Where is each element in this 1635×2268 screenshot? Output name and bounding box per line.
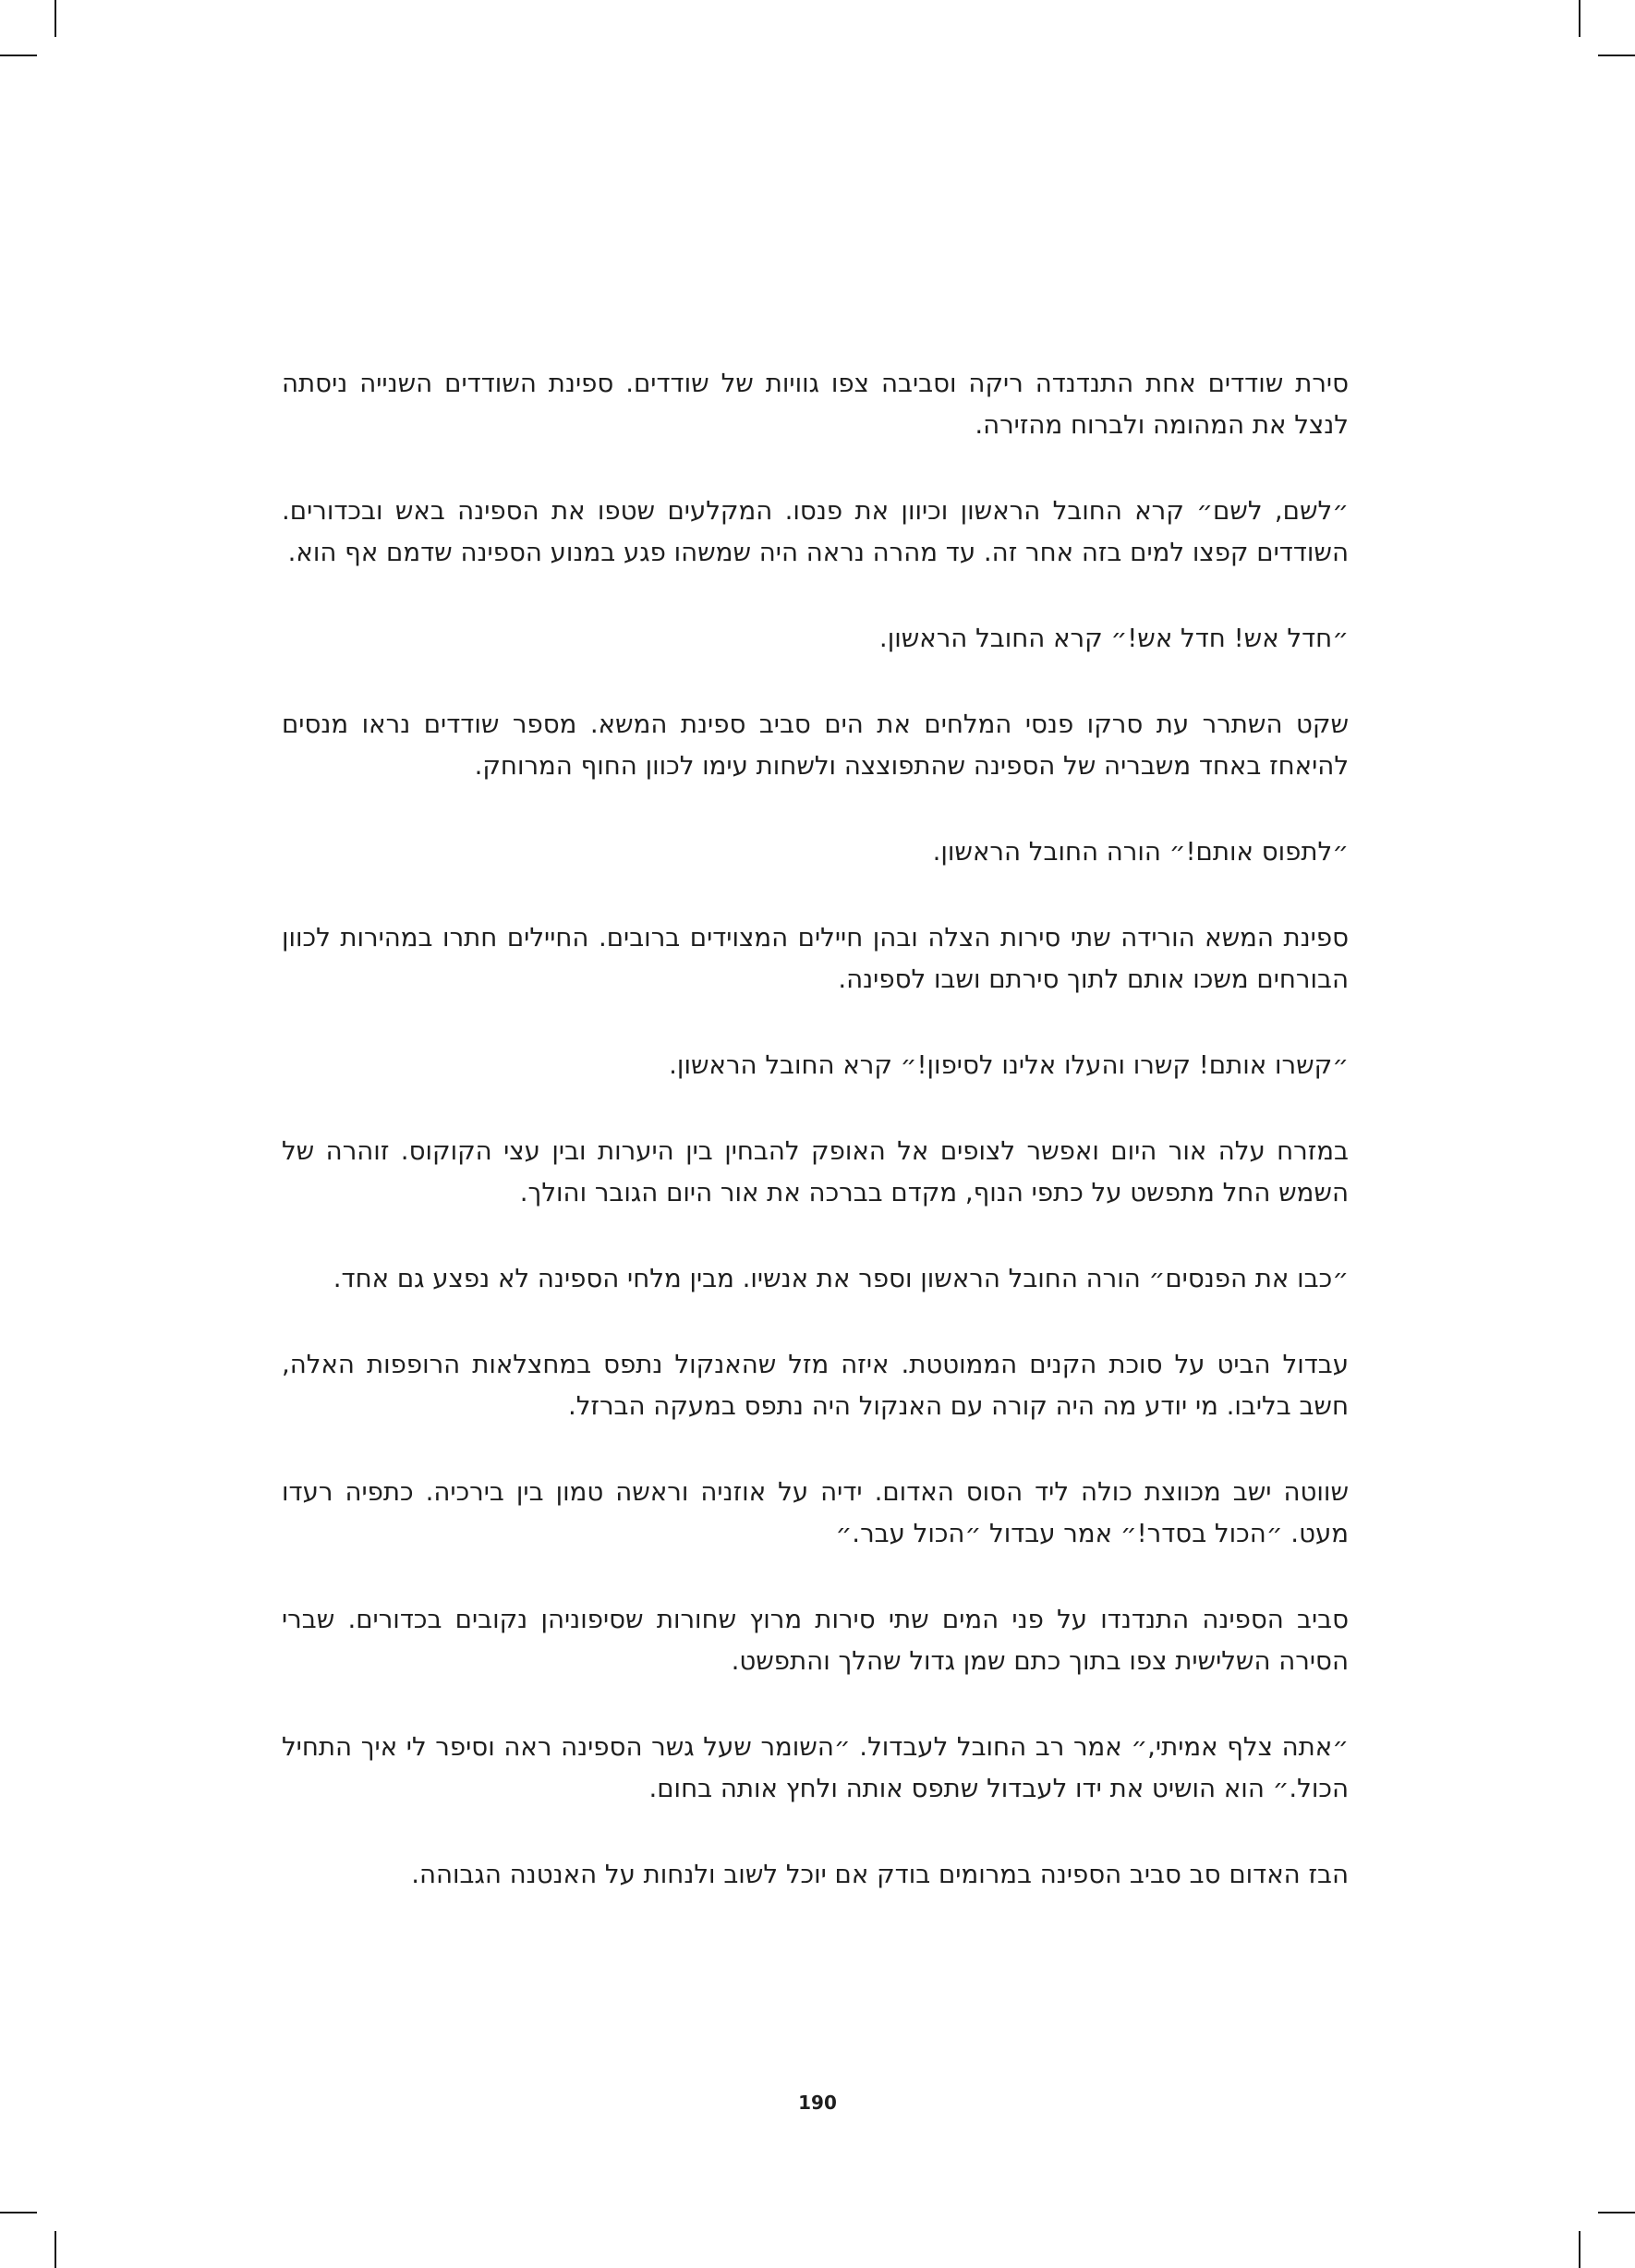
crop-mark-bottom-left-horizontal (0, 2212, 37, 2213)
body-text (282, 362, 1349, 1939)
paragraph: שקט השתרר עת סרקו פנסי המלחים את הים סביב ספינת המשא. מספר שודדים נראו מנסים להיאחז באחד משבריה של הספינה שהתפוצצה ולשחות עימו לכוון החוף המרוחק. (282, 709, 1349, 781)
page-number: 190 (798, 2092, 837, 2114)
paragraph: ״לתפוס אותם!״ הורה החובל הראשון. (932, 836, 1349, 867)
paragraph: ״קשרו אותם! קשרו והעלו אלינו לסיפון!״ קרא החובל הראשון. (669, 1049, 1349, 1080)
paragraph: סירת שודדים אחת התנדנדה ריקה וסביבה צפו גוויות של שודדים. ספינת השודדים השנייה ניסתה לנצל את המהומה ולברוח מהזירה. (282, 368, 1349, 440)
paragraph: עבדול הביט על סוכת הקנים הממוטטת. איזה מזל שהאנקול נתפס במחצלאות הרופפות האלה, חשב בליבו. מי יודע מה היה קורה עם האנקול היה נתפס במעקה הברזל. (282, 1349, 1349, 1421)
crop-mark-bottom-right-horizontal (1598, 2212, 1635, 2213)
paragraph: ״לשם, לשם״ קרא החובל הראשון וכיוון את פנסו. המקלעים שטפו את הספינה באש ובכדורים. השודדים קפצו למים בזה אחר זה. עד מהרה נראה היה שמשהו פגע במנוע הספינה שדמם אף הוא. (282, 495, 1349, 567)
paragraph: סביב הספינה התנדנדו על פני המים שתי סירות מרוץ שחורות שסיפוניהן נקובים בכדורים. שברי הסירה השלישית צפו בתוך כתם שמן גדול שהלך והתפשט. (282, 1604, 1349, 1676)
paragraph: הבז האדום סב סביב הספינה במרומים בודק אם יוכל לשוב ולנחות על האנטנה הגבוהה. (411, 1859, 1349, 1889)
crop-mark-top-left-horizontal (0, 55, 37, 56)
crop-mark-bottom-right-vertical (1579, 2231, 1580, 2268)
crop-mark-top-left-vertical (54, 0, 56, 37)
paragraph: במזרח עלה אור היום ואפשר לצופים אל האופק להבחין בין היערות ובין עצי הקוקוס. זוהרה של השמש החל מתפשט על כתפי הנוף, מקדם בברכה את אור היום הגובר והולך. (282, 1135, 1349, 1207)
crop-mark-top-right-horizontal (1598, 55, 1635, 56)
paragraph: ״חדל אש! חדל אש!״ קרא החובל הראשון. (878, 623, 1349, 653)
paragraph: ״אתה צלף אמיתי,״ אמר רב החובל לעבדול. ״השומר שעל גשר הספינה ראה וסיפר לי איך התחיל הכול.״ הוא הושיט את ידו לעבדול שתפס אותה ולחץ אותה בחום. (282, 1731, 1349, 1803)
paragraph: ״כבו את הפנסים״ הורה החובל הראשון וספר את אנשיו. מבין מלחי הספינה לא נפצע גם אחד. (333, 1263, 1349, 1293)
paragraph: שווטה ישב מכווצת כולה ליד הסוס האדום. ידיה על אוזניה וראשה טמון בין בירכיה. כתפיה רעדו מעט. ״הכול בסדר!״ אמר עבדול ״הכול עבר.״ (282, 1476, 1349, 1548)
paragraph: ספינת המשא הורידה שתי סירות הצלה ובהן חיילים המצוידים ברובים. החיילים חתרו במהירות לכוון הבורחים משכו אותם לתוך סירתם ושבו לספינה. (282, 922, 1349, 994)
crop-mark-top-right-vertical (1579, 0, 1580, 37)
crop-mark-bottom-left-vertical (54, 2231, 56, 2268)
